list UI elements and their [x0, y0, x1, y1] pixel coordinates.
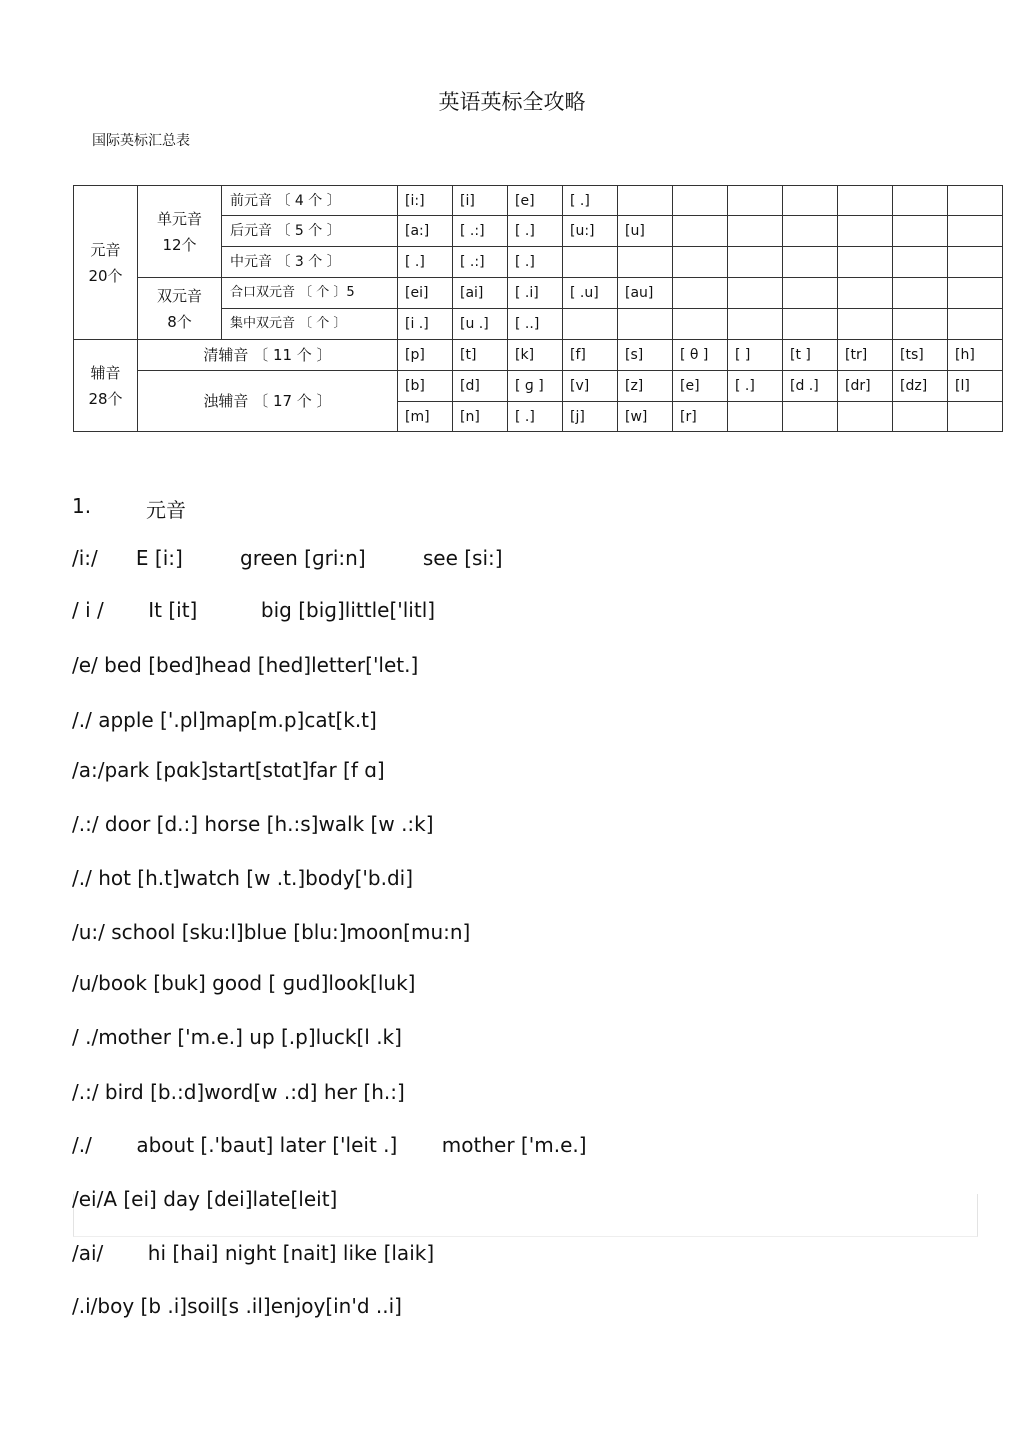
table-cell: [ ] — [728, 340, 783, 371]
diphthong-cell: 双元音 8个 — [138, 278, 222, 340]
central-vowel-label: 中元音 〔 3 个 〕 — [222, 247, 398, 278]
table-cell: [dz] — [893, 371, 948, 402]
table-cell: [n] — [453, 402, 508, 432]
vowel-example-line: /.:/ door [d.:] horse [h.:s]walk [w .:k] — [72, 812, 434, 836]
section-heading: 元音 — [146, 498, 186, 522]
table-cell: [ai] — [453, 278, 508, 309]
table-cell: [f] — [563, 340, 618, 371]
table-cell: [u] — [618, 216, 673, 247]
table-cell: [ .i] — [508, 278, 563, 309]
table-cell: [m] — [398, 402, 453, 432]
vowel-example-line: / i / It [it] big [biɡ]little['litl] — [72, 598, 436, 622]
table-cell: [t ] — [783, 340, 838, 371]
table-cell: [ ɡ ] — [508, 371, 563, 402]
vowel-example-line: /ei/A [ei] day [dei]late[leit] — [72, 1187, 338, 1211]
vowel-example-line: /./ about [.'baut] later ['leit .] mother ['m.e.] — [72, 1133, 587, 1157]
vowel-example-line: / ./mother ['m.e.] up [.p]luck[l .k] — [72, 1025, 402, 1049]
table-cell: [i] — [453, 186, 508, 216]
table-cell: [ .u] — [563, 278, 618, 309]
table-cell: [k] — [508, 340, 563, 371]
vowel-example-line: /ai/ hi [hai] night [nait] like [laik] — [72, 1241, 435, 1265]
vowel-example-line: /.:/ bird [b.:d]word[w .:d] her [h.:] — [72, 1080, 405, 1104]
voiceless-label: 清辅音 〔 11 个 〕 — [138, 340, 398, 371]
back-vowel-label: 后元音 〔 5 个 〕 — [222, 216, 398, 247]
table-cell: [ts] — [893, 340, 948, 371]
table-cell: [ .] — [728, 371, 783, 402]
table-cell: [s] — [618, 340, 673, 371]
closing-diphthong-label: 合口双元音 〔 个 〕5 — [222, 278, 398, 309]
table-cell: [u:] — [563, 216, 618, 247]
table-cell: [ .:] — [453, 216, 508, 247]
voiced-label: 浊辅音 〔 17 个 〕 — [138, 371, 398, 432]
table-cell: [ .] — [508, 216, 563, 247]
single-vowel-cell: 单元音 12个 — [138, 186, 222, 278]
consonant-group-cell: 辅音 28个 — [74, 340, 138, 432]
vowel-example-line: /./ hot [h.t]watch [w .t.]body['b.di] — [72, 866, 414, 890]
vowel-example-line: /a:/park [pɑk]start[stɑt]far [f ɑ] — [72, 758, 385, 782]
table-cell: [ .] — [508, 247, 563, 278]
vowel-example-line: /u/book [buk] good [ ɡud]look[luk] — [72, 971, 416, 995]
table-cell: [a:] — [398, 216, 453, 247]
table-cell: [dr] — [838, 371, 893, 402]
table-cell: [ .] — [508, 402, 563, 432]
table-cell: [i .] — [398, 309, 453, 340]
vowel-example-line: /i:/ E [i:] green [ɡri:n] see [si:] — [72, 546, 503, 570]
table-cell: [t] — [453, 340, 508, 371]
table-cell: [ .] — [398, 247, 453, 278]
section-number: 1. — [72, 494, 92, 518]
vowel-example-line: /./ apple ['.pl]map[m.p]cat[k.t] — [72, 708, 377, 732]
table-cell: [r] — [673, 402, 728, 432]
table-cell: [j] — [563, 402, 618, 432]
table-cell: [u .] — [453, 309, 508, 340]
vowel-example-line: /.i/boy [b .i]soil[s .il]enjoy[in'd ..i] — [72, 1294, 402, 1318]
table-cell: [l] — [948, 371, 1003, 402]
table-cell: [ θ ] — [673, 340, 728, 371]
table-cell: [au] — [618, 278, 673, 309]
table-cell: [ .:] — [453, 247, 508, 278]
table-caption: 国际英标汇总表 — [92, 133, 190, 149]
table-cell: [d] — [453, 371, 508, 402]
table-cell: [tr] — [838, 340, 893, 371]
table-cell: [i:] — [398, 186, 453, 216]
table-cell: [h] — [948, 340, 1003, 371]
page-title: 英语英标全攻略 — [438, 90, 586, 114]
vowel-group-cell: 元音 20个 — [74, 186, 138, 340]
table-cell: [e] — [508, 186, 563, 216]
table-cell: [v] — [563, 371, 618, 402]
table-cell: [p] — [398, 340, 453, 371]
table-cell: [e] — [673, 371, 728, 402]
table-cell: [w] — [618, 402, 673, 432]
table-cell: [d .] — [783, 371, 838, 402]
table-cell: [ ..] — [508, 309, 563, 340]
vowel-example-line: /u:/ school [sku:l]blue [blu:]moon[mu:n] — [72, 920, 471, 944]
centering-diphthong-label: 集中双元音 〔 个 〕 — [222, 309, 398, 340]
front-vowel-label: 前元音 〔 4 个 〕 — [222, 186, 398, 216]
table-cell: [b] — [398, 371, 453, 402]
table-cell: [ei] — [398, 278, 453, 309]
table-cell: [ .] — [563, 186, 618, 216]
table-cell: [z] — [618, 371, 673, 402]
vowel-example-line: /e/ bed [bed]head [hed]letter['let.] — [72, 653, 419, 677]
phonetic-chart-table — [73, 185, 1003, 432]
